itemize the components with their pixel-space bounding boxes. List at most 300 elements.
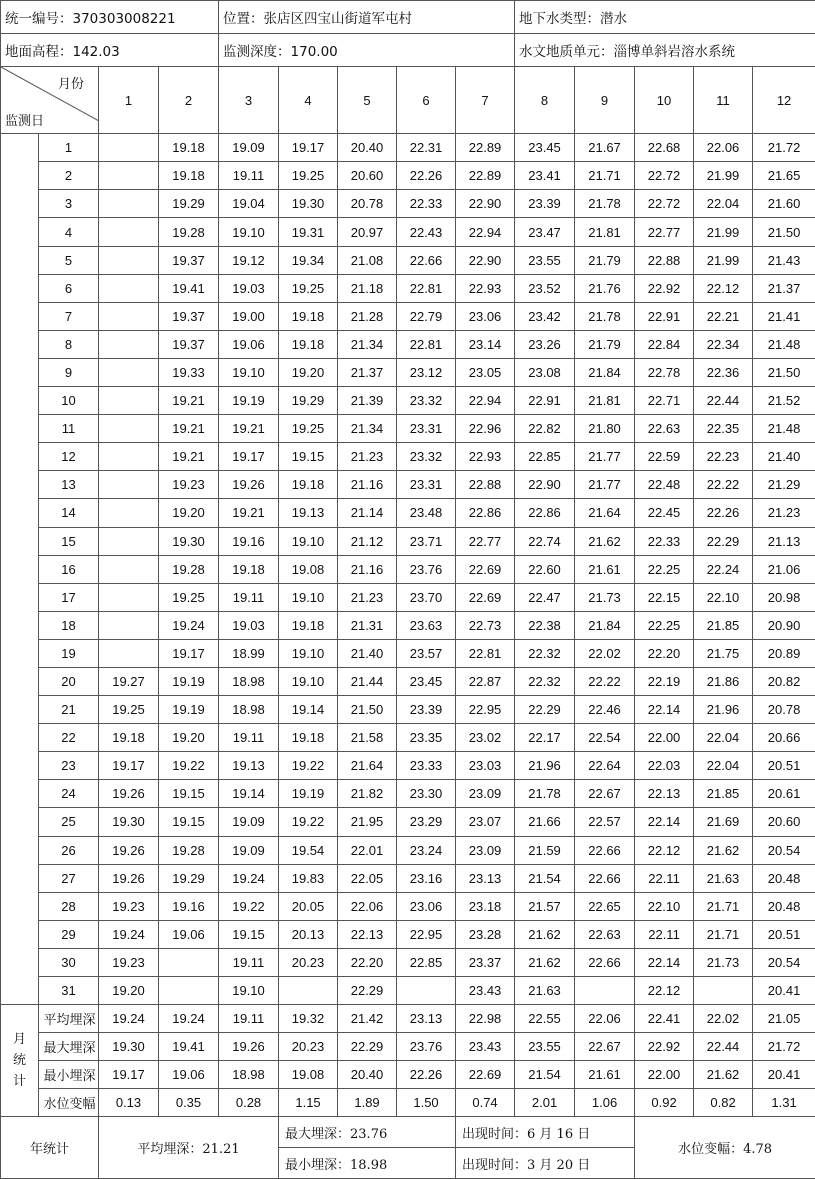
stat-cell: 1.50 (397, 1089, 456, 1117)
depth-cell: 19.37 (159, 302, 219, 330)
stat-cell: 19.24 (159, 1005, 219, 1033)
depth-cell: 22.90 (515, 471, 575, 499)
depth-cell: 19.06 (159, 920, 219, 948)
depth-cell: 20.61 (753, 780, 815, 808)
row-spacer (1, 892, 39, 920)
depth-cell: 21.63 (515, 977, 575, 1005)
depth-cell: 22.95 (397, 920, 456, 948)
station-id: 统一编号：370303008221 (1, 1, 219, 34)
depth-cell: 22.77 (635, 218, 694, 246)
row-spacer (1, 583, 39, 611)
depth-cell: 19.17 (279, 134, 338, 162)
depth-cell: 21.99 (694, 218, 753, 246)
stat-cell: 22.41 (635, 1005, 694, 1033)
stat-label: 水位变幅 (39, 1089, 99, 1117)
row-spacer (1, 696, 39, 724)
corner-cell (1, 66, 99, 133)
depth-cell: 23.48 (397, 499, 456, 527)
depth-cell: 22.45 (635, 499, 694, 527)
depth-cell: 22.05 (338, 864, 397, 892)
depth-cell: 22.78 (635, 358, 694, 386)
depth-cell (575, 977, 635, 1005)
row-spacer (1, 274, 39, 302)
depth-cell: 22.06 (338, 892, 397, 920)
depth-cell: 19.10 (279, 583, 338, 611)
table-row (1, 555, 815, 583)
depth-cell: 21.23 (753, 499, 815, 527)
table-row (1, 499, 815, 527)
stat-cell: 22.44 (694, 1033, 753, 1061)
depth-cell: 21.71 (694, 920, 753, 948)
table-row (1, 696, 815, 724)
depth-cell: 19.17 (99, 752, 159, 780)
row-spacer (1, 134, 39, 162)
depth-cell: 19.23 (99, 948, 159, 976)
row-spacer (1, 190, 39, 218)
depth-cell (99, 471, 159, 499)
depth-cell: 19.83 (279, 864, 338, 892)
depth-cell: 22.48 (635, 471, 694, 499)
depth-cell: 19.19 (279, 780, 338, 808)
depth-cell: 19.18 (159, 162, 219, 190)
depth-cell: 21.43 (753, 246, 815, 274)
depth-cell: 19.18 (279, 611, 338, 639)
depth-cell: 21.37 (338, 358, 397, 386)
depth-cell: 23.18 (456, 892, 515, 920)
depth-cell: 21.78 (515, 780, 575, 808)
depth-cell: 23.13 (456, 864, 515, 892)
depth-cell: 22.88 (635, 246, 694, 274)
depth-cell: 21.44 (338, 667, 397, 695)
depth-cell: 22.59 (635, 443, 694, 471)
depth-cell: 19.10 (219, 358, 279, 386)
depth-cell: 21.14 (338, 499, 397, 527)
day-label: 3 (39, 190, 99, 218)
depth-cell (99, 415, 159, 443)
depth-cell: 19.24 (219, 864, 279, 892)
stat-cell: 1.31 (753, 1089, 815, 1117)
table-row (1, 752, 815, 780)
stat-cell: 21.42 (338, 1005, 397, 1033)
depth-cell: 21.73 (575, 583, 635, 611)
depth-cell: 21.40 (753, 443, 815, 471)
depth-cell: 22.86 (456, 499, 515, 527)
depth-cell: 23.42 (515, 302, 575, 330)
depth-cell: 22.66 (575, 836, 635, 864)
depth-cell: 23.09 (456, 836, 515, 864)
depth-cell: 21.84 (575, 611, 635, 639)
depth-cell: 22.06 (694, 134, 753, 162)
row-spacer (1, 415, 39, 443)
depth-cell: 19.13 (279, 499, 338, 527)
table-row (1, 611, 815, 639)
depth-cell: 21.37 (753, 274, 815, 302)
depth-cell: 19.16 (159, 892, 219, 920)
depth-cell (397, 977, 456, 1005)
depth-cell: 23.06 (456, 302, 515, 330)
depth-cell: 23.57 (397, 639, 456, 667)
depth-cell: 22.57 (575, 808, 635, 836)
depth-cell: 22.74 (515, 527, 575, 555)
depth-cell: 23.63 (397, 611, 456, 639)
row-spacer (1, 330, 39, 358)
stat-cell: 23.13 (397, 1005, 456, 1033)
depth-cell: 19.10 (279, 527, 338, 555)
table-row (1, 864, 815, 892)
month-header: 8 (515, 66, 575, 133)
depth-cell: 21.79 (575, 246, 635, 274)
row-spacer (1, 162, 39, 190)
stat-cell: 0.82 (694, 1089, 753, 1117)
depth-cell: 22.91 (635, 302, 694, 330)
depth-cell: 22.64 (575, 752, 635, 780)
depth-cell: 22.72 (635, 162, 694, 190)
day-label: 24 (39, 780, 99, 808)
stat-cell: 21.62 (694, 1061, 753, 1089)
depth-cell: 22.81 (397, 330, 456, 358)
depth-cell: 21.69 (694, 808, 753, 836)
stat-cell: 19.41 (159, 1033, 219, 1061)
depth-cell: 23.12 (397, 358, 456, 386)
stat-cell: 22.69 (456, 1061, 515, 1089)
depth-cell: 19.20 (159, 499, 219, 527)
stat-cell: 22.06 (575, 1005, 635, 1033)
depth-cell: 21.62 (515, 920, 575, 948)
depth-cell: 21.54 (515, 864, 575, 892)
stat-label: 最小埋深 (39, 1061, 99, 1089)
depth-cell: 22.63 (635, 415, 694, 443)
depth-cell: 22.87 (456, 667, 515, 695)
depth-cell: 23.33 (397, 752, 456, 780)
row-spacer (1, 864, 39, 892)
stat-cell: 22.02 (694, 1005, 753, 1033)
table-row (1, 667, 815, 695)
depth-cell: 22.20 (635, 639, 694, 667)
depth-cell: 22.13 (338, 920, 397, 948)
row-spacer (1, 555, 39, 583)
depth-cell: 20.48 (753, 892, 815, 920)
stat-cell: 20.23 (279, 1033, 338, 1061)
depth-cell: 22.95 (456, 696, 515, 724)
depth-cell: 21.57 (515, 892, 575, 920)
depth-cell: 21.59 (515, 836, 575, 864)
depth-cell: 22.14 (635, 948, 694, 976)
depth-cell: 21.40 (338, 639, 397, 667)
day-label: 2 (39, 162, 99, 190)
depth-cell: 19.26 (99, 780, 159, 808)
depth-cell: 23.45 (397, 667, 456, 695)
depth-cell (159, 948, 219, 976)
annual-min: 最小埋深：18.98 (279, 1148, 456, 1179)
depth-cell: 19.06 (219, 330, 279, 358)
table-row (1, 724, 815, 752)
depth-cell: 19.27 (99, 667, 159, 695)
depth-cell: 23.05 (456, 358, 515, 386)
depth-cell: 22.29 (338, 977, 397, 1005)
depth-cell: 19.10 (219, 218, 279, 246)
month-header: 12 (753, 66, 815, 133)
depth-cell: 21.48 (753, 415, 815, 443)
depth-cell: 22.68 (635, 134, 694, 162)
depth-cell: 22.72 (635, 190, 694, 218)
depth-cell: 19.17 (219, 443, 279, 471)
depth-cell: 22.26 (694, 499, 753, 527)
row-spacer (1, 527, 39, 555)
depth-cell: 21.96 (515, 752, 575, 780)
depth-cell: 21.77 (575, 443, 635, 471)
depth-cell: 23.02 (456, 724, 515, 752)
depth-cell: 19.30 (159, 527, 219, 555)
stat-cell: 19.30 (99, 1033, 159, 1061)
table-row (1, 162, 815, 190)
monthly-stats-char: 月 (12, 1032, 26, 1048)
month-header: 4 (279, 66, 338, 133)
depth-cell: 23.43 (456, 977, 515, 1005)
depth-cell: 19.15 (159, 780, 219, 808)
stat-cell: 0.35 (159, 1089, 219, 1117)
depth-cell: 19.09 (219, 134, 279, 162)
stat-cell: 0.92 (635, 1089, 694, 1117)
day-label: 19 (39, 639, 99, 667)
depth-cell: 23.30 (397, 780, 456, 808)
table-row (1, 302, 815, 330)
depth-cell: 22.38 (515, 611, 575, 639)
depth-cell: 19.18 (279, 724, 338, 752)
table-row (1, 134, 815, 162)
depth-cell: 19.28 (159, 218, 219, 246)
depth-cell: 21.75 (694, 639, 753, 667)
depth-cell: 19.25 (279, 415, 338, 443)
depth-cell: 21.41 (753, 302, 815, 330)
stat-cell: 21.72 (753, 1033, 815, 1061)
depth-cell (99, 274, 159, 302)
row-spacer (1, 948, 39, 976)
table-row (1, 780, 815, 808)
depth-cell: 21.72 (753, 134, 815, 162)
stat-cell: 22.67 (575, 1033, 635, 1061)
depth-cell: 19.17 (159, 639, 219, 667)
depth-cell: 21.52 (753, 387, 815, 415)
depth-cell: 20.23 (279, 948, 338, 976)
depth-cell: 22.29 (694, 527, 753, 555)
depth-cell: 22.89 (456, 162, 515, 190)
month-header: 9 (575, 66, 635, 133)
depth-cell: 21.34 (338, 330, 397, 358)
stat-cell: 20.41 (753, 1061, 815, 1089)
depth-cell: 23.71 (397, 527, 456, 555)
stat-cell: 19.11 (219, 1005, 279, 1033)
depth-cell: 21.82 (338, 780, 397, 808)
row-spacer (1, 358, 39, 386)
stat-row (1, 1089, 815, 1117)
day-label: 29 (39, 920, 99, 948)
stat-cell: 19.17 (99, 1061, 159, 1089)
depth-cell: 20.78 (753, 696, 815, 724)
depth-cell: 22.66 (397, 246, 456, 274)
depth-cell: 19.28 (159, 836, 219, 864)
depth-cell: 22.94 (456, 387, 515, 415)
depth-cell: 21.60 (753, 190, 815, 218)
depth-cell (159, 977, 219, 1005)
depth-cell: 21.62 (575, 527, 635, 555)
depth-cell: 22.04 (694, 190, 753, 218)
depth-cell: 23.32 (397, 443, 456, 471)
water-type: 地下水类型：潜水 (515, 1, 815, 34)
depth-cell: 19.30 (99, 808, 159, 836)
table-row (1, 836, 815, 864)
depth-cell: 22.82 (515, 415, 575, 443)
depth-cell: 22.66 (575, 864, 635, 892)
depth-cell: 20.60 (338, 162, 397, 190)
depth-cell: 23.52 (515, 274, 575, 302)
row-spacer (1, 246, 39, 274)
depth-cell (99, 611, 159, 639)
monthly-stats-char: 计 (12, 1074, 26, 1090)
day-label: 17 (39, 583, 99, 611)
depth-cell: 22.00 (635, 724, 694, 752)
depth-cell: 19.26 (99, 836, 159, 864)
depth-cell: 20.98 (753, 583, 815, 611)
month-header: 5 (338, 66, 397, 133)
depth-cell: 19.37 (159, 330, 219, 358)
depth-cell (99, 134, 159, 162)
month-header: 1 (99, 66, 159, 133)
table-row (1, 808, 815, 836)
stat-cell: 22.98 (456, 1005, 515, 1033)
depth-cell: 23.16 (397, 864, 456, 892)
depth-cell: 22.17 (515, 724, 575, 752)
header-row-1 (1, 1, 815, 34)
depth-cell: 23.14 (456, 330, 515, 358)
depth-cell: 19.19 (159, 696, 219, 724)
depth-cell: 22.90 (456, 246, 515, 274)
depth-cell (99, 499, 159, 527)
day-label: 8 (39, 330, 99, 358)
depth-cell: 19.10 (279, 667, 338, 695)
table-row (1, 274, 815, 302)
depth-cell: 23.08 (515, 358, 575, 386)
day-label: 12 (39, 443, 99, 471)
day-label: 25 (39, 808, 99, 836)
depth-cell: 22.79 (397, 302, 456, 330)
day-label: 16 (39, 555, 99, 583)
day-label: 13 (39, 471, 99, 499)
depth-cell: 22.66 (575, 948, 635, 976)
depth-cell: 21.78 (575, 190, 635, 218)
table-row (1, 639, 815, 667)
annual-min-time: 出现时间：3 月 20 日 (456, 1148, 635, 1179)
depth-cell: 22.10 (635, 892, 694, 920)
depth-cell: 22.23 (694, 443, 753, 471)
depth-cell: 22.77 (456, 527, 515, 555)
table-row (1, 892, 815, 920)
depth-cell: 21.99 (694, 162, 753, 190)
depth-cell: 21.16 (338, 555, 397, 583)
day-label: 15 (39, 527, 99, 555)
depth-cell: 23.24 (397, 836, 456, 864)
depth-cell: 22.04 (694, 752, 753, 780)
depth-cell: 22.12 (635, 836, 694, 864)
row-spacer (1, 387, 39, 415)
depth-cell: 21.85 (694, 611, 753, 639)
depth-cell: 22.54 (575, 724, 635, 752)
depth-cell: 21.86 (694, 667, 753, 695)
depth-cell: 20.90 (753, 611, 815, 639)
table-row (1, 920, 815, 948)
depth-cell: 23.31 (397, 471, 456, 499)
depth-cell: 19.28 (159, 555, 219, 583)
depth-cell: 19.21 (219, 499, 279, 527)
depth-cell: 19.41 (159, 274, 219, 302)
depth-cell: 19.12 (219, 246, 279, 274)
depth-cell (99, 443, 159, 471)
depth-cell: 20.82 (753, 667, 815, 695)
depth-cell: 19.09 (219, 808, 279, 836)
row-spacer (1, 639, 39, 667)
depth-cell: 21.99 (694, 246, 753, 274)
row-spacer (1, 218, 39, 246)
depth-cell: 19.11 (219, 162, 279, 190)
depth-cell: 23.26 (515, 330, 575, 358)
depth-cell: 21.64 (575, 499, 635, 527)
depth-cell: 21.12 (338, 527, 397, 555)
depth-cell: 20.60 (753, 808, 815, 836)
table-row (1, 527, 815, 555)
depth-cell: 22.21 (694, 302, 753, 330)
depth-cell: 19.25 (159, 583, 219, 611)
depth-cell: 18.98 (219, 696, 279, 724)
annual-max: 最大埋深：23.76 (279, 1117, 456, 1148)
depth-cell: 22.36 (694, 358, 753, 386)
depth-cell: 21.65 (753, 162, 815, 190)
monthly-stats-vertical (13, 1029, 26, 1092)
row-spacer (1, 724, 39, 752)
depth-cell: 23.76 (397, 555, 456, 583)
depth-cell: 19.22 (219, 892, 279, 920)
depth-cell: 19.03 (219, 274, 279, 302)
depth-cell: 21.23 (338, 583, 397, 611)
depth-cell (99, 583, 159, 611)
depth-cell: 19.37 (159, 246, 219, 274)
month-header: 10 (635, 66, 694, 133)
depth-cell: 19.19 (219, 387, 279, 415)
depth-cell: 22.31 (397, 134, 456, 162)
depth-cell: 19.21 (159, 443, 219, 471)
annual-avg: 平均埋深：21.21 (99, 1117, 279, 1179)
depth-cell: 20.05 (279, 892, 338, 920)
table-row (1, 471, 815, 499)
depth-cell: 22.44 (694, 387, 753, 415)
depth-cell: 21.77 (575, 471, 635, 499)
corner-month-label: 月份 (57, 76, 84, 92)
day-label: 10 (39, 387, 99, 415)
depth-cell: 22.12 (694, 274, 753, 302)
depth-cell: 19.29 (279, 387, 338, 415)
depth-cell: 20.48 (753, 864, 815, 892)
depth-cell: 19.15 (279, 443, 338, 471)
depth-cell: 19.18 (279, 302, 338, 330)
stat-cell: 22.26 (397, 1061, 456, 1089)
depth-cell: 21.81 (575, 387, 635, 415)
row-spacer (1, 780, 39, 808)
stat-cell: 19.24 (99, 1005, 159, 1033)
depth-cell: 19.33 (159, 358, 219, 386)
stat-cell: 23.55 (515, 1033, 575, 1061)
depth-cell: 19.31 (279, 218, 338, 246)
month-header: 3 (219, 66, 279, 133)
depth-cell: 23.29 (397, 808, 456, 836)
depth-cell: 22.19 (635, 667, 694, 695)
